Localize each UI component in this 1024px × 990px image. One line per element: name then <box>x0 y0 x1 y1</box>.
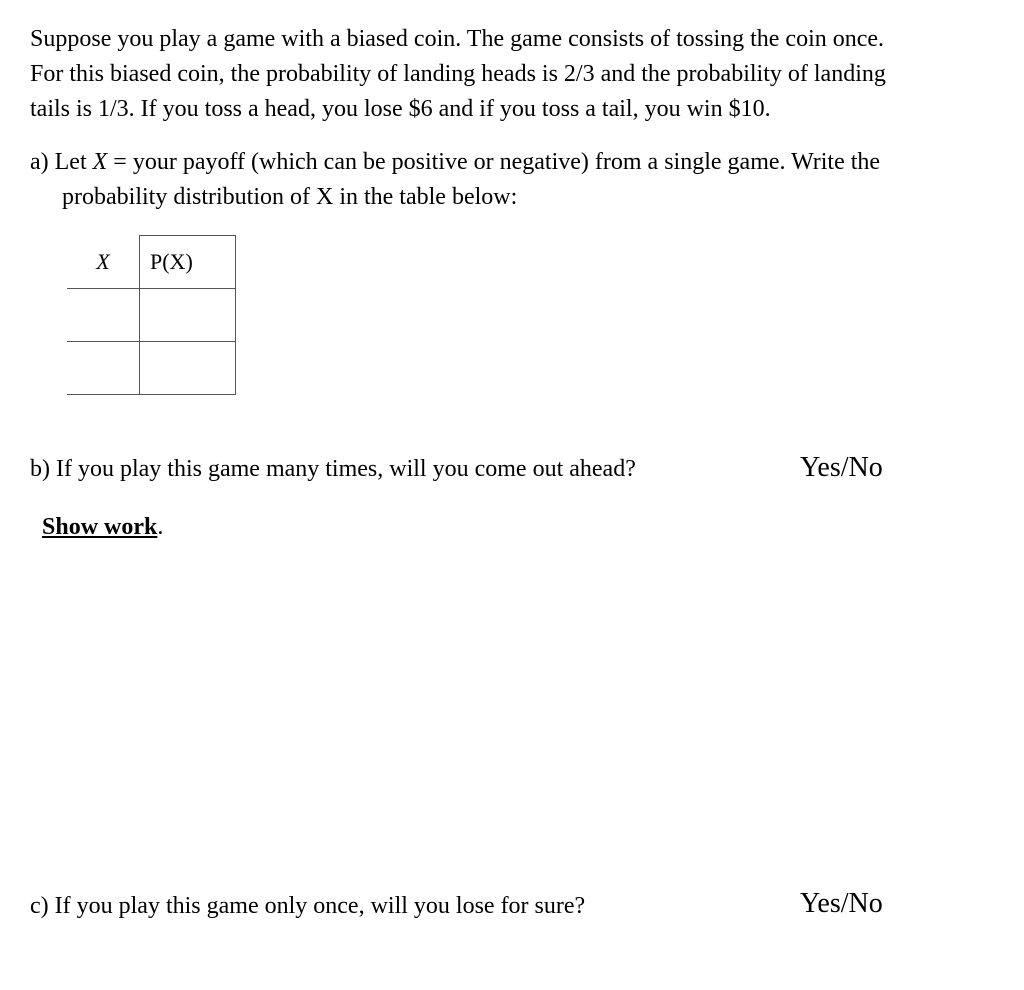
part-a-variable: X <box>92 149 108 175</box>
table-header-x: X <box>67 236 140 289</box>
part-c-question: c) If you play this game only once, will you lose for sure? <box>30 893 586 919</box>
problem-intro <box>30 22 886 127</box>
table-header-px: P(X) <box>140 236 236 289</box>
intro-line-1: Suppose you play a game with a biased coin. The game consists of tossing the coin once. <box>30 26 885 52</box>
probability-distribution-table <box>67 235 236 395</box>
table-cell-px-1[interactable] <box>140 289 236 342</box>
part-a-prefix: a) Let <box>30 149 93 175</box>
part-a-line-2: probability distribution of X in the table below: <box>62 184 518 210</box>
table-cell-px-2[interactable] <box>140 342 236 395</box>
intro-line-2: For this biased coin, the probability of landing heads is 2/3 and the probability of landing <box>30 61 886 87</box>
table-header-row <box>67 236 236 289</box>
part-a-question <box>30 145 880 215</box>
part-b-question: b) If you play this game many times, will you come out ahead? <box>30 456 636 482</box>
table-cell-x-2[interactable] <box>67 342 140 395</box>
table-row <box>67 342 236 395</box>
part-a-rest: = your payoff (which can be positive or negative) from a single game. Write the <box>107 149 881 175</box>
part-a-line-1 <box>30 145 880 180</box>
show-work-text: Show work <box>42 514 158 540</box>
show-work-label <box>42 510 163 545</box>
intro-line-3: tails is 1/3. If you toss a head, you lose $6 and if you toss a tail, you win $10. <box>30 96 771 122</box>
table-row <box>67 289 236 342</box>
show-work-suffix: . <box>157 514 164 540</box>
table-cell-x-1[interactable] <box>67 289 140 342</box>
part-c-yes-no[interactable]: Yes/No <box>800 888 883 919</box>
part-b-yes-no[interactable]: Yes/No <box>800 452 883 483</box>
